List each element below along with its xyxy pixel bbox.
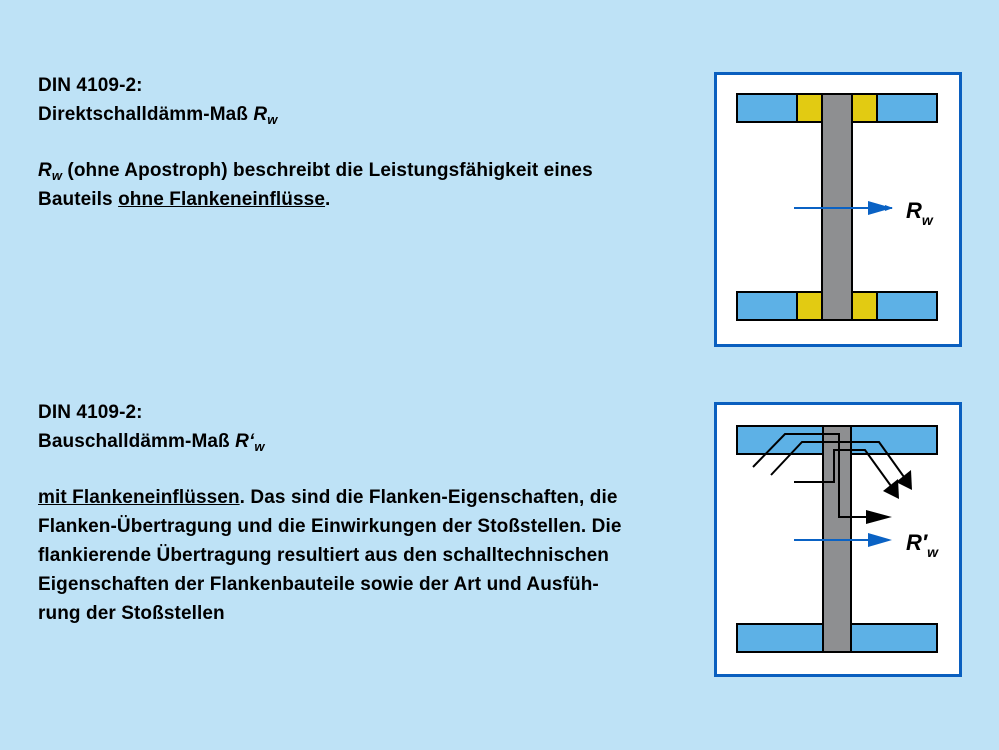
ceiling-slab-left [737,94,797,122]
joint-left [797,94,822,122]
joint-right [852,94,877,122]
floor-slab-right [877,292,937,320]
rw-label: $R_w$ [906,198,933,228]
ceiling-slab-right [877,94,937,122]
diagram-direct-transmission [714,72,962,347]
description: $R_w$ (ohne Apostroph) beschreibt die Leistungsfähigkeit eines Bauteils ohne Flankeneinflüsse. [38,160,593,210]
diagram-flanking-transmission [714,402,962,677]
floor-slab-left [737,292,797,320]
description: mit Flankeneinflüssen. Das sind die Flanken-Eigenschaften, die Flanken-Übertragung und die Einwirkungen der Stoßstellen. Die flankierende Übertragung resultiert aus den schalltechnischen Eigenschaften der Flankenbauteile sowie der Art und Ausfüh- rung der Stoßstellen [38,487,622,624]
heading-norm: DIN 4109-2: [38,402,143,423]
rw-prime-label: $R'_w$ [906,530,939,560]
heading-norm: DIN 4109-2: [38,75,143,96]
heading-title: Direktschalldämm-Maß $R_w$ [38,104,278,127]
floor-joint-right [852,292,877,320]
floor-joint-left [797,292,822,320]
section-flanking [38,398,622,628]
heading-title: Bauschalldämm-Maß $R‘_w$ [38,431,265,454]
section-direct [38,71,593,214]
